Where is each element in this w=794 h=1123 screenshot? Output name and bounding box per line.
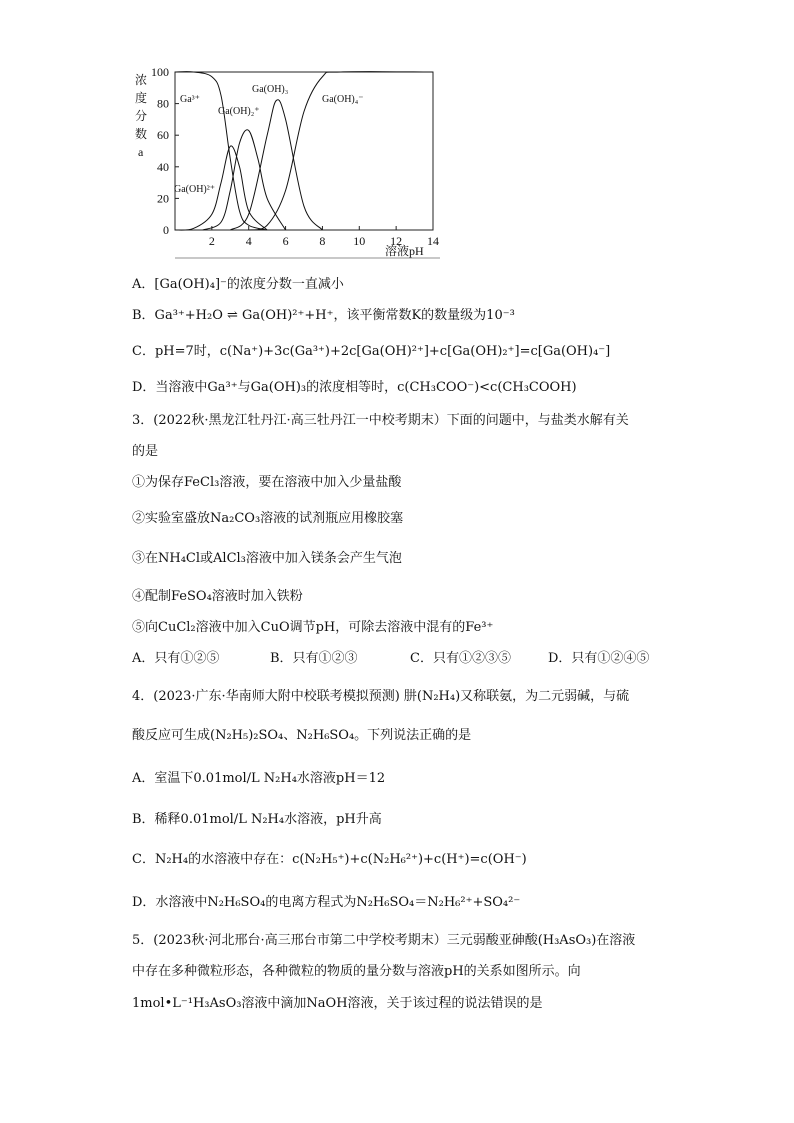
x-tick-label: 6 [282, 234, 289, 248]
option-b: B．Ga³⁺+H₂O ⇌ Ga(OH)²⁺+H⁺，该平衡常数K的数量级为10⁻³ [132, 308, 515, 323]
y-tick-label: 100 [151, 65, 169, 79]
q3-line2: 的是 [132, 444, 159, 459]
ylabel-char: 度 [135, 91, 148, 105]
y-tick-label: 40 [157, 159, 169, 174]
q3-item4: ④配制FeSO₄溶液时加入铁粉 [132, 589, 303, 604]
q3-item1: ①为保存FeCl₃溶液，要在溶液中加入少量盐酸 [132, 475, 402, 490]
label-gaoh2: Ga(OH)₂⁺ [218, 106, 260, 117]
q3-choice-d: D．只有①②④⑤ [548, 651, 650, 666]
q4-option-c: C．N₂H₄的水溶液中存在：c(N₂H₅⁺)+c(N₂H₆²⁺)+c(H⁺)=c(OH⁻) [132, 852, 527, 867]
y-tick-label: 80 [157, 96, 169, 111]
q4-line1: 4．(2023·广东·华南师大附中校联考模拟预测) 肼(N₂H₄)又称联氨，为二元弱碱，与硫 [132, 689, 630, 704]
ylabel-char: 数 [135, 127, 148, 141]
ylabel-char: 分 [135, 109, 148, 123]
distribution-chart [130, 62, 450, 272]
label-gaoh2plus: Ga(OH)²⁺ [174, 184, 216, 195]
label-gaoh3: Ga(OH)₃ [252, 84, 289, 95]
series-line-2 [203, 130, 286, 230]
option-d: D．当溶液中Ga³⁺与Ga(OH)₃的浓度相等时，c(CH₃COO⁻)<c(CH₃COOH) [132, 380, 577, 395]
q3-item2: ②实验室盛放Na₂CO₃溶液的试剂瓶应用橡胶塞 [132, 511, 404, 526]
q3-choice-a: A．只有①②⑤ [132, 651, 220, 666]
ylabel-char: 浓 [135, 73, 148, 87]
q3-choice-c: C．只有①②③⑤ [410, 651, 511, 666]
option-a: A．[Ga(OH)₄]⁻的浓度分数一直减小 [132, 277, 344, 292]
q4-option-b: B．稀释0.01mol/L N₂H₄水溶液，pH升高 [132, 812, 382, 827]
q3-choice-b: B．只有①②③ [270, 651, 358, 666]
x-tick-label: 8 [319, 234, 326, 248]
q3-item3: ③在NH₄Cl或AlCl₃溶液中加入镁条会产生气泡 [132, 551, 402, 566]
y-tick-label: 0 [163, 223, 169, 237]
q3-item5: ⑤向CuCl₂溶液中加入CuO调节pH，可除去溶液中混有的Fe³⁺ [132, 620, 494, 635]
option-c: C．pH=7时，c(Na⁺)+3c(Ga³⁺)+2c[Ga(OH)²⁺]+c[Ga(OH)₂⁺]=c[Ga(OH)₄⁻] [132, 344, 611, 359]
ylabel-char: a [138, 145, 144, 159]
q5-line2: 中存在多种微粒形态，各种微粒的物质的量分数与溶液pH的关系如图所示。向 [132, 964, 581, 979]
q5-line1: 5．(2023秋·河北邢台·高三邢台市第二中学校考期末）三元弱酸亚砷酸(H₃AsO₃)在溶液 [132, 933, 636, 948]
series-line-3 [230, 100, 322, 230]
x-tick-label: 14 [427, 234, 439, 248]
q5-line3: 1mol•L⁻¹H₃AsO₃溶液中滴加NaOH溶液，关于该过程的说法错误的是 [132, 996, 543, 1011]
label-ga3: Ga³⁺ [180, 94, 200, 105]
x-tick-label: 12 [390, 234, 403, 248]
x-tick-label: 10 [353, 234, 366, 248]
q3-line1: 3．(2022秋·黑龙江牡丹江·高三牡丹江一中校考期末）下面的问题中，与盐类水解有关 [132, 413, 629, 428]
x-tick-label: 4 [245, 234, 252, 248]
x-tick-label: 2 [208, 234, 215, 248]
q4-line2: 酸反应可生成(N₂H₅)₂SO₄、N₂H₆SO₄。下列说法正确的是 [132, 728, 472, 743]
x-axis-label: 溶液pH [385, 244, 424, 258]
y-tick-label: 60 [157, 128, 169, 143]
q4-option-d: D．水溶液中N₂H₆SO₄的电离方程式为N₂H₆SO₄＝N₂H₆²⁺+SO₄²⁻ [132, 895, 521, 910]
y-tick-label: 20 [157, 191, 169, 206]
label-gaoh4: Ga(OH)₄⁻ [322, 94, 364, 105]
q4-option-a: A．室温下0.01mol/L N₂H₄水溶液pH＝12 [132, 771, 386, 786]
